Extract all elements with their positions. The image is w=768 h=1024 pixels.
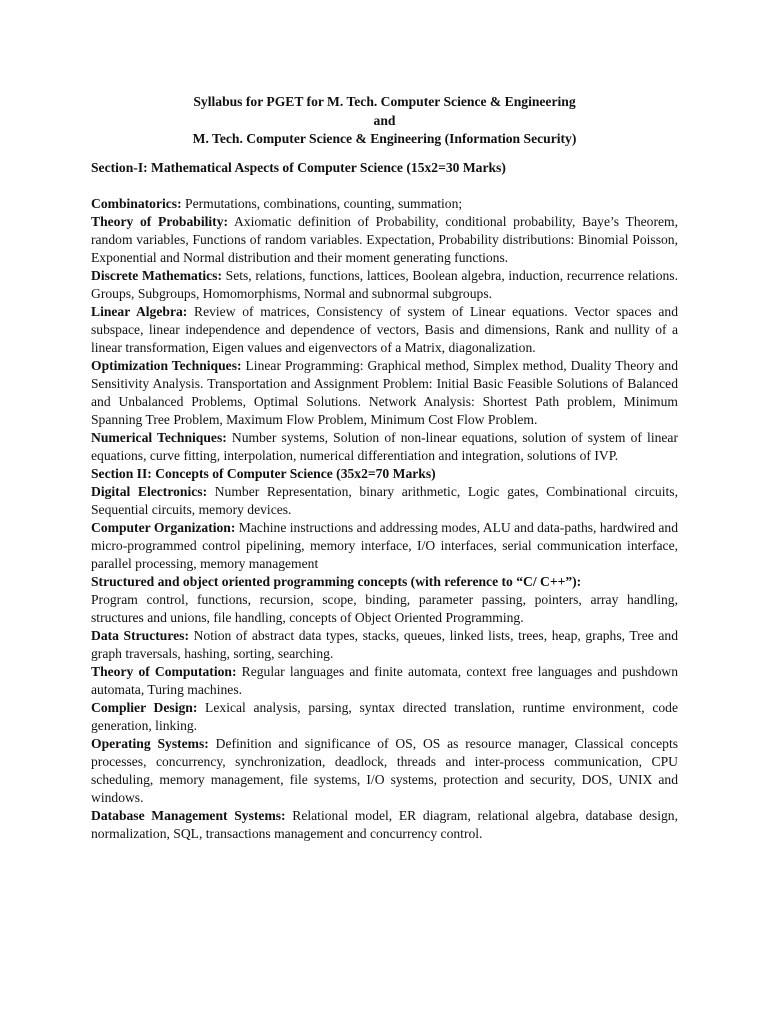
topic-name: Computer Organization: (91, 519, 236, 535)
topic-text: Review of matrices, Consistency of system of Linear equations. Vector spaces and subspace, linear independence and dependence of vectors, Basis and dimensions, Rank and nullity of a linear transformation, Eigen values and eigenvectors of a Matrix, diagonalization. (91, 303, 679, 355)
topic-name: Optimization Techniques: (91, 357, 242, 373)
topic-optimization (91, 357, 678, 429)
topic-name: Theory of Computation: (91, 663, 237, 679)
topic-name: Operating Systems: (91, 735, 209, 751)
topic-digital-electronics (91, 483, 678, 519)
topic-operating-systems (91, 735, 678, 807)
topic-text: Linear Programming: Graphical method, Simplex method, Duality Theory and Sensitivity Analysis. Transportation and Assignment Problem: Initial Basic Feasible Solutions of Balanced and Unbalanced Problems, Optimal Solutions. Network Analysis: Shortest Path problem, Minimum Spanning Tree Problem, Maximum Flow Problem, Minimum Cost Flow Problem. (91, 357, 678, 427)
title-line-2: and (373, 112, 396, 128)
topic-text: Lexical analysis, parsing, syntax directed translation, runtime environment, code generation, linking. (91, 699, 679, 733)
topic-name: Combinatorics: (91, 195, 182, 211)
topic-theory-of-computation (91, 663, 678, 699)
topic-text: Notion of abstract data types, stacks, queues, linked lists, trees, heap, graphs, Tree and graph traversals, hashing, sorting, searching. (91, 627, 679, 661)
topic-text: Regular languages and finite automata, context free languages and pushdown automata, Turing machines. (91, 663, 678, 697)
topic-computer-organization (91, 519, 678, 573)
document-title (91, 93, 678, 149)
topic-text: Number Representation, binary arithmetic, Logic gates, Combinational circuits, Sequential circuits, memory devices. (91, 483, 678, 517)
topic-text: Axiomatic definition of Probability, conditional probability, Baye’s Theorem, random variables, Functions of random variables. Expectation, Probability distributions: Binomial Poisson, Exponential and Normal distribution and their moment generating functions. (91, 213, 678, 265)
topic-text: Definition and significance of OS, OS as resource manager, Classical concepts processes, concurrency, synchronization, deadlock, threads and inter-process communication, CPU scheduling, memory management, file systems, I/O systems, protection and security, DOS, UNIX and windows. (91, 735, 679, 805)
title-line-1: Syllabus for PGET for M. Tech. Computer Science & Engineering (193, 94, 576, 109)
topic-name: Linear Algebra: (91, 303, 188, 319)
topic-name: Numerical Techniques: (91, 429, 227, 445)
topic-combinatorics (91, 195, 678, 213)
section-1-topics (91, 195, 678, 465)
section-2-heading: Section II: Concepts of Computer Science (35x2=70 Marks) (91, 465, 436, 481)
topic-name: Database Management Systems: (91, 807, 286, 823)
document-page (91, 93, 678, 843)
topic-linear-algebra (91, 303, 678, 357)
topic-programming-text: Program control, functions, recursion, scope, binding, parameter passing, pointers, array handling, structures and unions, file handling, concepts of Object Oriented Programming. (91, 591, 678, 625)
topic-programming-heading (91, 573, 678, 591)
topic-numerical (91, 429, 678, 465)
topic-text: Machine instructions and addressing modes, ALU and data-paths, hardwired and micro-programmed control pipelining, memory interface, I/O interfaces, serial communication interface, parallel processing, memory management (91, 519, 678, 571)
section-2-topics (91, 483, 678, 843)
topic-name: Theory of Probability: (91, 213, 229, 229)
topic-compiler-design (91, 699, 678, 735)
topic-data-structures (91, 627, 678, 663)
topic-name: Structured and object oriented programming concepts (with reference to “C/ C++”): (91, 573, 582, 589)
title-line-3: M. Tech. Computer Science & Engineering (Information Security) (192, 131, 577, 146)
section-1-heading: Section-I: Mathematical Aspects of Computer Science (15x2=30 Marks) (91, 159, 506, 175)
topic-text: Permutations, combinations, counting, summation; (181, 195, 463, 211)
topic-probability (91, 213, 678, 267)
topic-name: Complier Design: (91, 699, 198, 715)
topic-text: Relational model, ER diagram, relational algebra, database design, normalization, SQL, transactions management and concurrency control. (91, 807, 678, 841)
topic-discrete-math (91, 267, 678, 303)
topic-text: Number systems, Solution of non-linear equations, solution of system of linear equations, curve fitting, interpolation, numerical differentiation and integration, solutions of IVP. (91, 429, 678, 463)
topic-text: Sets, relations, functions, lattices, Boolean algebra, induction, recurrence relations. Groups, Subgroups, Homomorphisms, Normal and subnormal subgroups. (91, 267, 678, 301)
topic-name: Digital Electronics: (91, 483, 208, 499)
topic-dbms (91, 807, 678, 843)
topic-name: Data Structures: (91, 627, 189, 643)
topic-name: Discrete Mathematics: (91, 267, 222, 283)
